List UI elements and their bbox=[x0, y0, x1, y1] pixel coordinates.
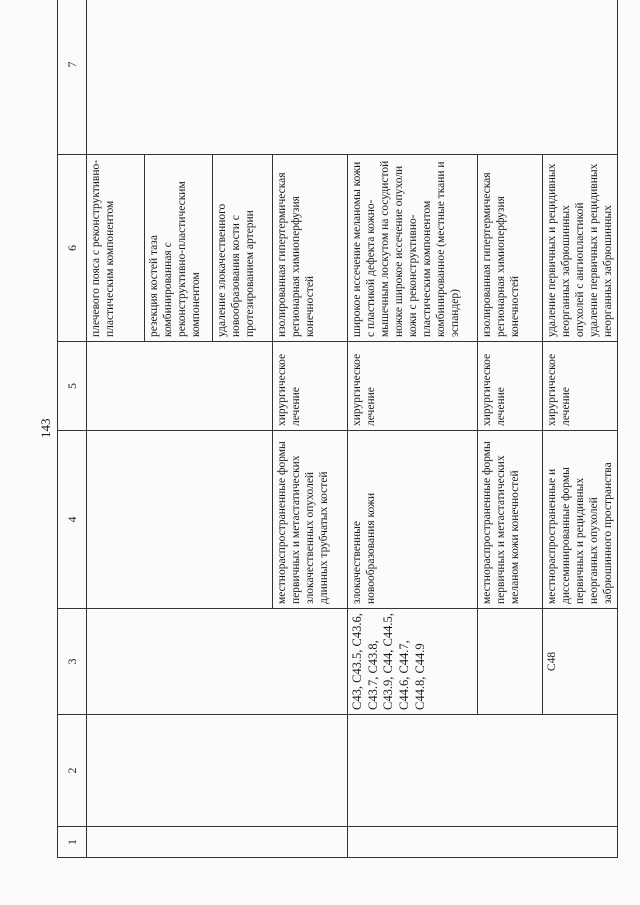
cell-codes: C48 bbox=[543, 609, 618, 715]
cell-treatment bbox=[87, 342, 273, 431]
cell-diagnosis: местнораспространенные и диссеминированные формы первичных и рецидивных неорганных опухолей забрюшинного пространства bbox=[543, 431, 618, 609]
cell-codes: C43, C43.5, C43.6, C43.7, C43.8, C43.9, C44, C44.5, C44.6, C44.7, C44.8, C44.9 bbox=[348, 609, 478, 715]
cell-diagnosis bbox=[87, 431, 273, 609]
rotated-table-sheet bbox=[57, 38, 615, 858]
header-col-1: 1 bbox=[58, 827, 87, 858]
cell-diagnosis: местнораспространенные формы первичных и метастатических меланом кожи конечностей bbox=[478, 431, 543, 609]
header-col-7: 7 bbox=[58, 0, 87, 155]
cell-diagnosis: местнораспространенные формы первичных и метастатических злокачественных опухолей длинных трубчатых костей bbox=[273, 431, 348, 609]
cell-col1 bbox=[87, 827, 348, 858]
cell-method: изолированная гипертермическая регионарная химиоперфузия конечностей bbox=[478, 155, 543, 342]
cell-codes bbox=[478, 609, 543, 715]
cell-method: плечевого пояса с реконструктивно-пластическим компонентом bbox=[87, 155, 145, 342]
cell-treatment: хирургическое лечение bbox=[478, 342, 543, 431]
cell-treatment: хирургическое лечение bbox=[273, 342, 348, 431]
header-col-2: 2 bbox=[58, 715, 87, 827]
header-col-4: 4 bbox=[58, 431, 87, 609]
cell-method: удаление злокачественного новообразования кости с протезированием артерии bbox=[213, 155, 273, 342]
cell-method: удаление первичных и рецидивных неорганных забрюшинных опухолей с ангиопластикой удаление первичных и рецидивных неорганных забрюшинных bbox=[543, 155, 618, 342]
cell-col1 bbox=[348, 827, 618, 858]
cell-col2 bbox=[348, 715, 618, 827]
header-col-3: 3 bbox=[58, 609, 87, 715]
cell-treatment: хирургическое лечение bbox=[348, 342, 478, 431]
header-col-6: 6 bbox=[58, 155, 87, 342]
page-number: 143 bbox=[38, 418, 53, 438]
cell-method: изолированная гипертермическая регионарная химиоперфузия конечностей bbox=[273, 155, 348, 342]
treatment-table bbox=[57, 0, 618, 858]
cell-treatment: хирургическое лечение bbox=[543, 342, 618, 431]
table-row bbox=[87, 0, 145, 858]
cell-col3 bbox=[87, 609, 348, 715]
cell-method: широкое иссечение меланомы кожи с пластикой дефекта кожно-мышечным лоскутом на сосудистой ножке широкое иссечение опухоли кожи с реконструктивно-пластическим компонентом комбинированное (местные ткани и эспандер) bbox=[348, 155, 478, 342]
cell-col2 bbox=[87, 715, 348, 827]
cell-method: резекция костей таза комбинированная с реконструктивно-пластическим компонентом bbox=[145, 155, 213, 342]
cell-col7 bbox=[87, 0, 618, 155]
header-col-5: 5 bbox=[58, 342, 87, 431]
header-row bbox=[58, 0, 87, 858]
cell-diagnosis: злокачественные новообразования кожи bbox=[348, 431, 478, 609]
